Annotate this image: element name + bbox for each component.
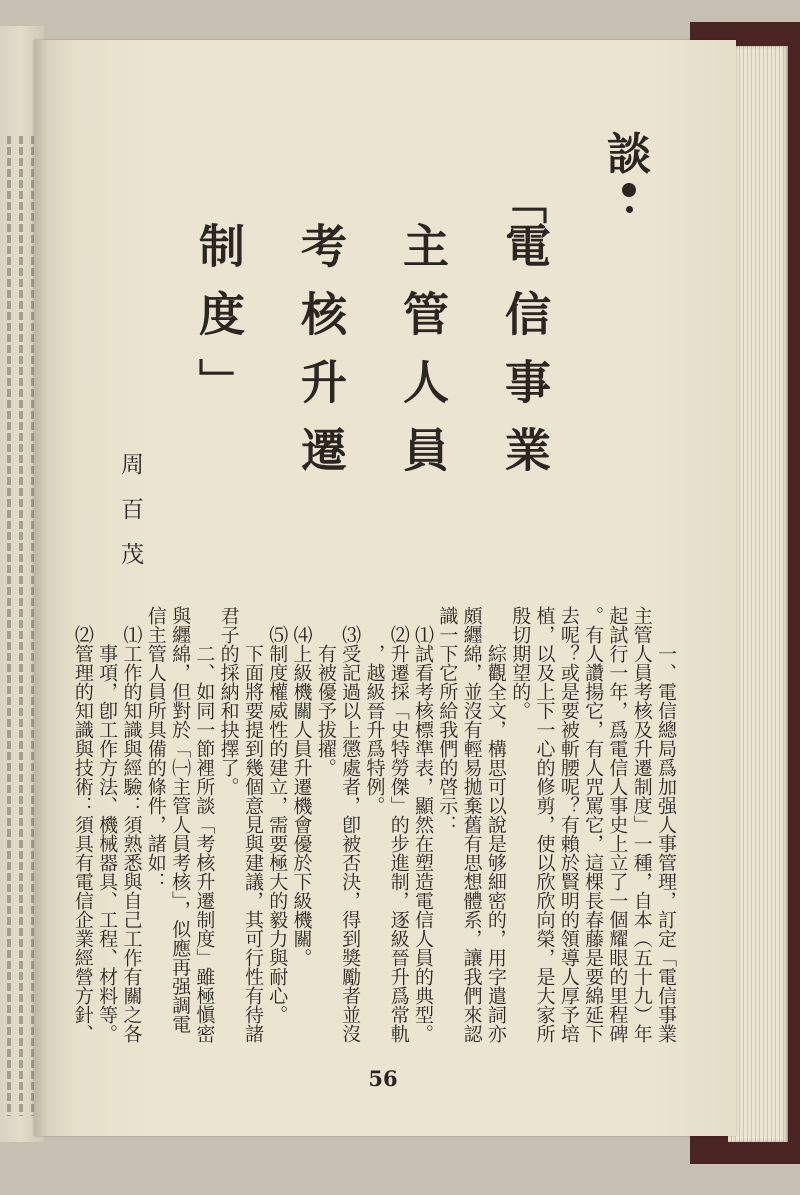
article-title: [168, 222, 576, 522]
body-column: 去呢？或是要被斬腰呢？有賴於賢明的領導人厚予培: [557, 606, 580, 1043]
title-line: 制度」: [192, 222, 246, 426]
title-open-bracket: 「: [494, 178, 548, 224]
body-column: ⑴試看考核標準表，顯然在塑造電信人員的典型。: [412, 625, 435, 1043]
body-column: 頗纒綿，並沒有輕易拋棄舊有思想體系，讓我們來認: [460, 606, 483, 1043]
body-column: 有被優予拔擢。: [314, 644, 337, 777]
body-column: ⑵管理的知識與技術：須具有電信企業經營方針、: [71, 625, 94, 1043]
body-column: 下面將要提到幾個意見與建議，其可行性有待諸: [241, 644, 264, 1043]
body-column: 二、如同一節裡所談「考核升遷制度」雖極愼密: [193, 644, 216, 1043]
body-column: 綜觀全文，構思可以說是够細密的，用字遣詞亦: [484, 644, 507, 1043]
previous-page-text-texture: [3, 136, 37, 1116]
body-column: ，越級晉升爲特例。: [363, 644, 386, 815]
article-body: [71, 606, 678, 1046]
author-name: 周百茂: [117, 452, 143, 587]
title-dot-icon: [622, 183, 636, 197]
body-column: 。有人讚揚它，有人咒罵它，這棵長春藤是要綿延下: [582, 606, 605, 1043]
column-label: 談: [607, 129, 651, 180]
body-column: ⑷上級機關人員升遷機會優於下級機關。: [290, 625, 313, 967]
body-column: 主管人員考核及升遷制度」一種，自本（五十九）年: [630, 606, 653, 1043]
body-column: 起試行一年，爲電信人事史上立了一個耀眼的里程碑: [606, 606, 629, 1043]
body-column: 與纒綿，但對於「㈠主管人員考核」，似應再强調電: [169, 606, 192, 1034]
title-line: 考核升遷: [294, 222, 348, 494]
page-edges: [728, 46, 788, 1142]
title-line: 電信事業: [498, 222, 552, 494]
title-dot-small-icon: [626, 206, 633, 213]
body-column: ⑴工作的知識與經驗：須熟悉與自己工作有關之各: [120, 625, 143, 1043]
body-column: 殷切期望的。: [509, 606, 532, 720]
title-line: 主管人員: [396, 222, 450, 494]
body-column: 一、電信總局爲加强人事管理，訂定「電信事業: [655, 644, 677, 1043]
body-column: 事項，卽工作方法、機械器具、工程、材料等。: [96, 644, 119, 1043]
body-column: ⑵升遷採「史特勞傑」的步進制，逐級晉升爲常軌: [387, 625, 410, 1043]
page-number: 56: [368, 1066, 398, 1091]
body-column: ⑸制度權威性的建立，需要極大的毅力與耐心。: [266, 625, 289, 1024]
body-column: 植，以及上下一心的修剪，使以欣欣向榮，是大家所: [533, 606, 556, 1043]
body-column: 君子的採納和抉擇了。: [217, 606, 240, 796]
body-column: 信主管人員所具備的條件，諸如：: [144, 606, 167, 891]
body-column: 識一下它所給我們的啓示：: [436, 606, 459, 834]
body-column: ⑶受記過以上懲處者，卽被否決，得到獎勵者並沒: [339, 625, 362, 1043]
